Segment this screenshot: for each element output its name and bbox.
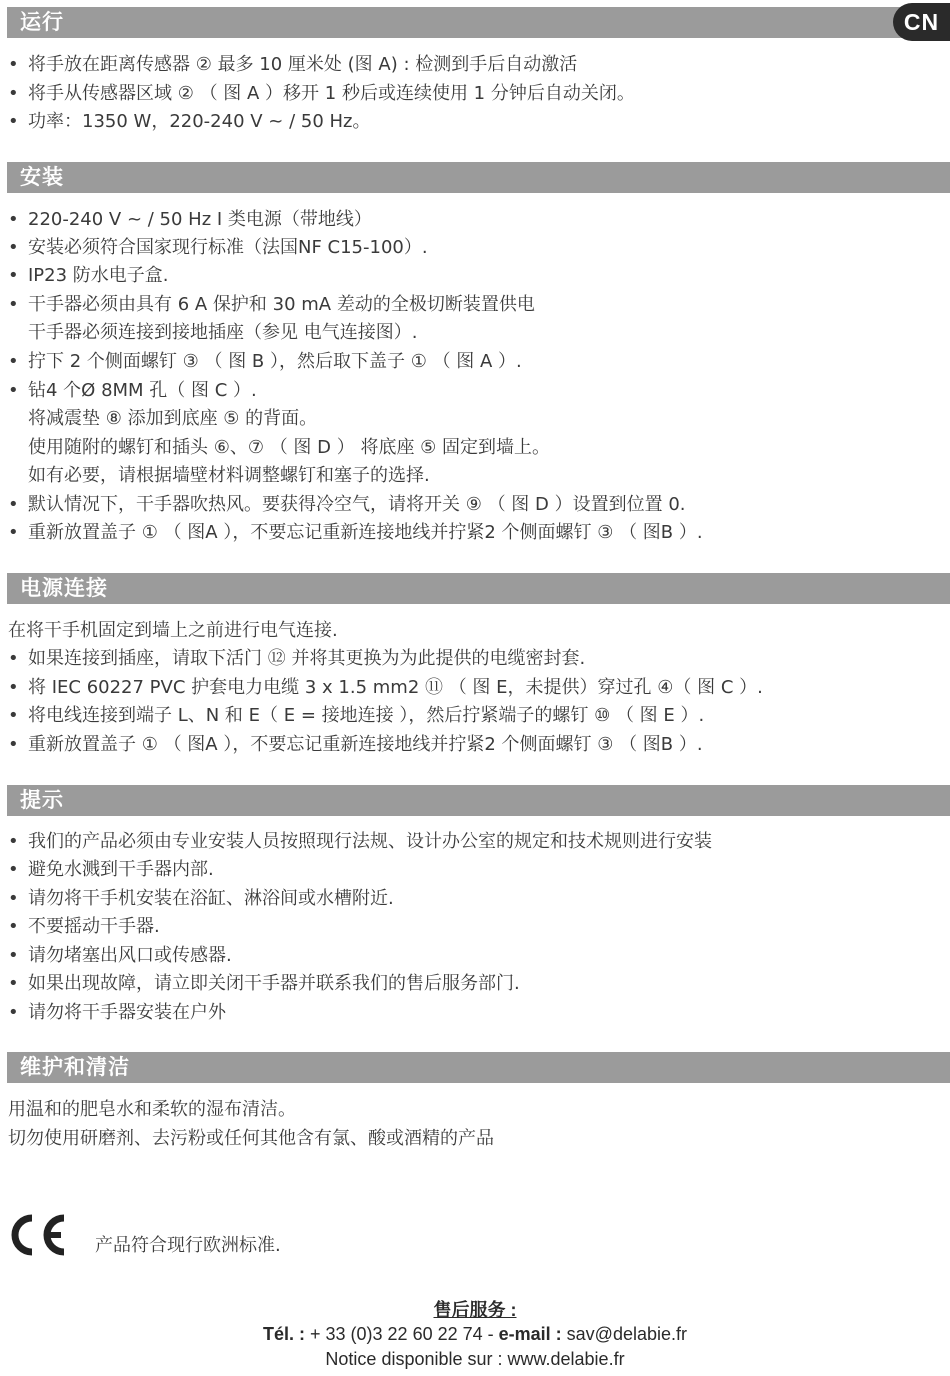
list-item: • 避免水溅到干手器内部. [8,856,946,884]
tel-label: Tél. : [262,1324,305,1344]
section-header-install: 安装 [7,162,950,193]
list-item: • 如果连接到插座，请取下活门 ⑫ 并将其更换为为此提供的电缆密封套. [8,645,946,673]
list-item-continuation: 干手器必须连接到接地插座（参见 电气连接图）. [28,322,418,343]
list-item: • 将手从传感器区域 ② （ 图 A ）移开 1 秒后或连续使用 1 分钟后自动关闭。 [8,80,946,108]
list-item: • 请勿将干手机安装在浴缸、淋浴间或水槽附近. [8,885,946,913]
list-item: • 将 IEC 60227 PVC 护套电力电缆 3 x 1.5 mm2 ⑪ （ 图 E，未提供）穿过孔 ④（ 图 C ）. [8,674,946,702]
list-item-continuation: 如有必要，请根据墙壁材料调整螺钉和塞子的选择. [28,465,430,486]
list-item-continuation: 将减震垫 ⑧ 添加到底座 ⑤ 的背面。 [28,408,318,429]
list-item: • 干手器必须由具有 6 A 保护和 30 mA 差动的全极切断装置供电 [8,291,946,319]
list-item: • 请勿堵塞出风口或传感器. [8,942,946,970]
tel-value: + 33 (0)3 22 60 22 74 - [305,1324,499,1344]
email-value: sav@delabie.fr [561,1324,688,1344]
list-item: • 功率：1350 W，220-240 V ~ / 50 Hz。 [8,108,946,136]
section-header-power: 电源连接 [7,573,950,604]
list-item: • 安装必须符合国家现行标准（法国NF C15-100）. [8,234,946,262]
list-item: • IP23 防水电子盒. [8,262,946,290]
footer-contact [0,1322,950,1346]
list-item: • 将手放在距离传感器 ② 最多 10 厘米处 (图 A) : 检测到手后自动激活 [8,51,946,79]
email-label: e-mail : [498,1324,562,1344]
list-item: • 拧下 2 个侧面螺钉 ③ （ 图 B ），然后取下盖子 ① （ 图 A ）. [8,348,946,376]
footer-title [0,1298,950,1322]
list-item: • 将电线连接到端子 L、N 和 E（ E = 接地连接 ），然后拧紧端子的螺钉 ⑩ （ 图 E ）. [8,702,946,730]
list-item-continuation: 使用随附的螺钉和插头 ⑥、⑦ （ 图 D ） 将底座 ⑤ 固定到墙上。 [28,437,551,458]
list-item: • 重新放置盖子 ① （ 图A ），不要忘记重新连接地线并拧紧2 个侧面螺钉 ③ （ 图B ）. [8,731,946,759]
paragraph: 用温和的肥皂水和柔软的湿布清洁。 [8,1099,296,1120]
paragraph: 切勿使用研磨剂、去污粉或任何其他含有氯、酸或酒精的产品 [8,1128,494,1149]
list-item: • 220-240 V ~ / 50 Hz I 类电源（带地线） [8,206,946,234]
section-header-operation: 运行 [7,7,950,38]
footer-notice: Notice disponible sur : www.delabie.fr [325,1349,625,1369]
section-header-tips: 提示 [7,785,950,816]
list-item: • 请勿将干手器安装在户外 [8,999,946,1027]
list-item: • 钻4 个Ø 8MM 孔（ 图 C ）. [8,377,946,405]
after-sales-title: 售后服务 : [433,1300,517,1320]
paragraph: 在将干手机固定到墙上之前进行电气连接. [8,620,338,641]
ce-mark-icon [6,1214,66,1256]
list-item: • 如果出现故障，请立即关闭干手器并联系我们的售后服务部门. [8,970,946,998]
list-item: • 不要摇动干手器. [8,913,946,941]
ce-conformity-text: 产品符合现行欧洲标准. [95,1235,281,1256]
section-header-maintenance: 维护和清洁 [7,1052,950,1083]
list-item: • 默认情况下，干手器吹热风。要获得冷空气，请将开关 ⑨ （ 图 D ）设置到位置 0. [8,491,946,519]
language-badge: CN [893,3,950,41]
list-item: • 重新放置盖子 ① （ 图A ），不要忘记重新连接地线并拧紧2 个侧面螺钉 ③ （ 图B ）. [8,519,946,547]
list-item: • 我们的产品必须由专业安装人员按照现行法规、设计办公室的规定和技术规则进行安装 [8,828,946,856]
